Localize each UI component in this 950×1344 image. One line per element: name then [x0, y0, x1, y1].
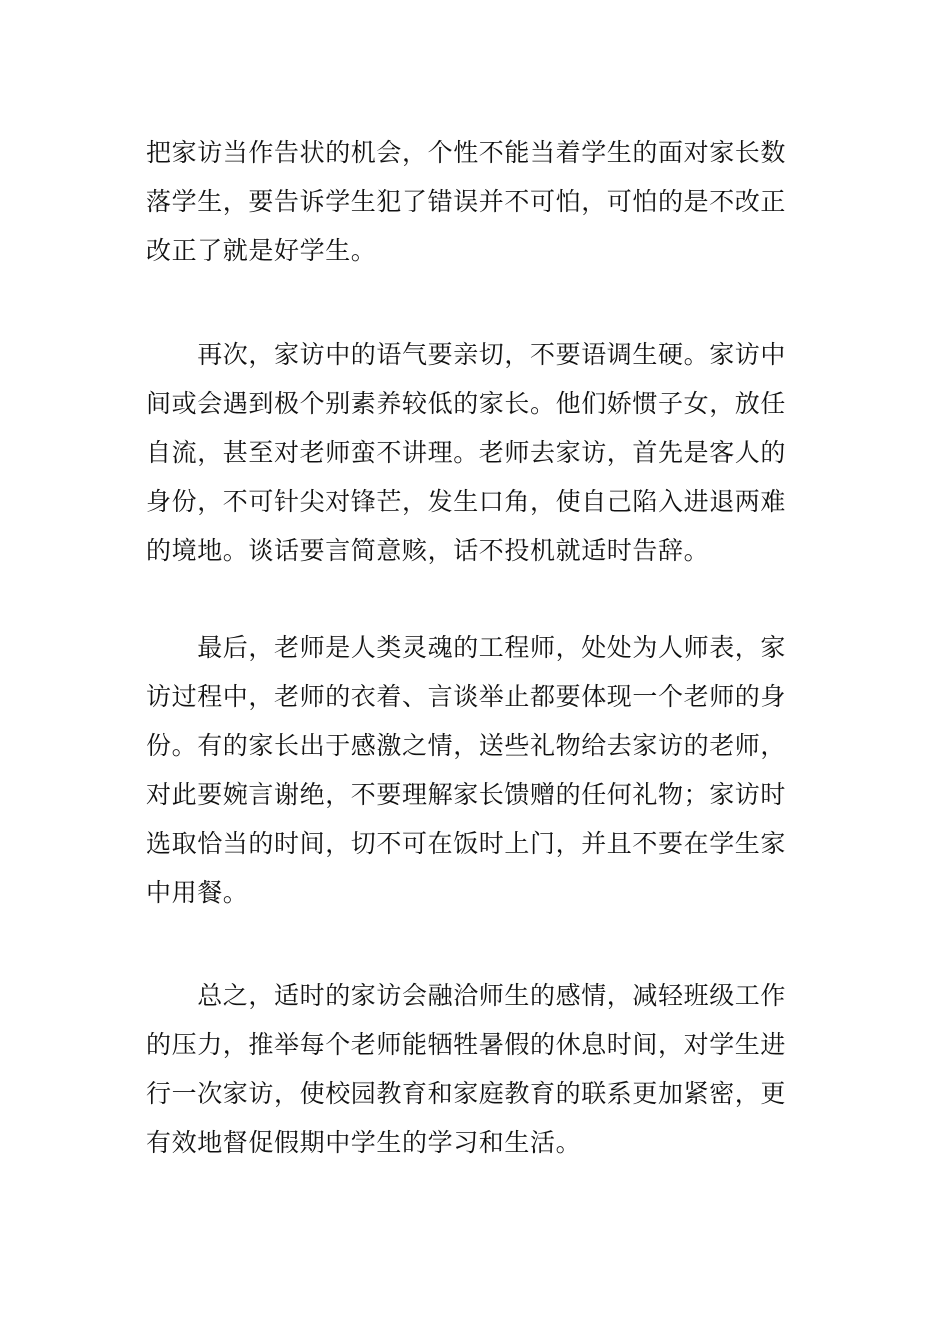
text-line: 中用餐。: [146, 878, 249, 907]
paragraph-home-visit-complaints: [146, 128, 806, 275]
paragraph-conclusion: [146, 971, 806, 1167]
text-line: 身份，不可针尖对锋芒，发生口角，使自己陷入进退两难: [146, 487, 787, 516]
text-line: 选取恰当的时间，切不可在饭时上门，并且不要在学生家: [146, 829, 787, 858]
text-line: 总之，适时的家访会融洽师生的感情，减轻班级工作: [146, 981, 787, 1010]
text-line: 的压力，推举每个老师能牺牲暑假的休息时间，对学生进: [146, 1030, 787, 1059]
text-line: 间或会遇到极个别素养较低的家长。他们娇惯子女，放任: [146, 389, 787, 418]
text-line: 行一次家访，使校园教育和家庭教育的联系更加紧密，更: [146, 1079, 787, 1108]
text-line: 最后，老师是人类灵魂的工程师，处处为人师表，家: [146, 633, 787, 662]
text-line: 改正了就是好学生。: [146, 236, 377, 265]
paragraph-tone: [146, 330, 806, 575]
text-line: 的境地。谈话要言简意赅，话不投机就适时告辞。: [146, 536, 710, 565]
paragraph-teacher-conduct: [146, 623, 806, 917]
text-line: 有效地督促假期中学生的学习和生活。: [146, 1128, 582, 1157]
text-line: 把家访当作告状的机会，个性不能当着学生的面对家长数: [146, 138, 787, 167]
text-line: 自流，甚至对老师蛮不讲理。老师去家访，首先是客人的: [146, 438, 787, 467]
text-line: 再次，家访中的语气要亲切，不要语调生硬。家访中: [146, 340, 787, 369]
text-line: 份。有的家长出于感激之情，送些礼物给去家访的老师，: [146, 731, 787, 760]
text-line: 访过程中，老师的衣着、言谈举止都要体现一个老师的身: [146, 682, 787, 711]
text-line: 落学生，要告诉学生犯了错误并不可怕，可怕的是不改正: [146, 187, 787, 216]
text-line: 对此要婉言谢绝，不要理解家长馈赠的任何礼物；家访时: [146, 780, 787, 809]
